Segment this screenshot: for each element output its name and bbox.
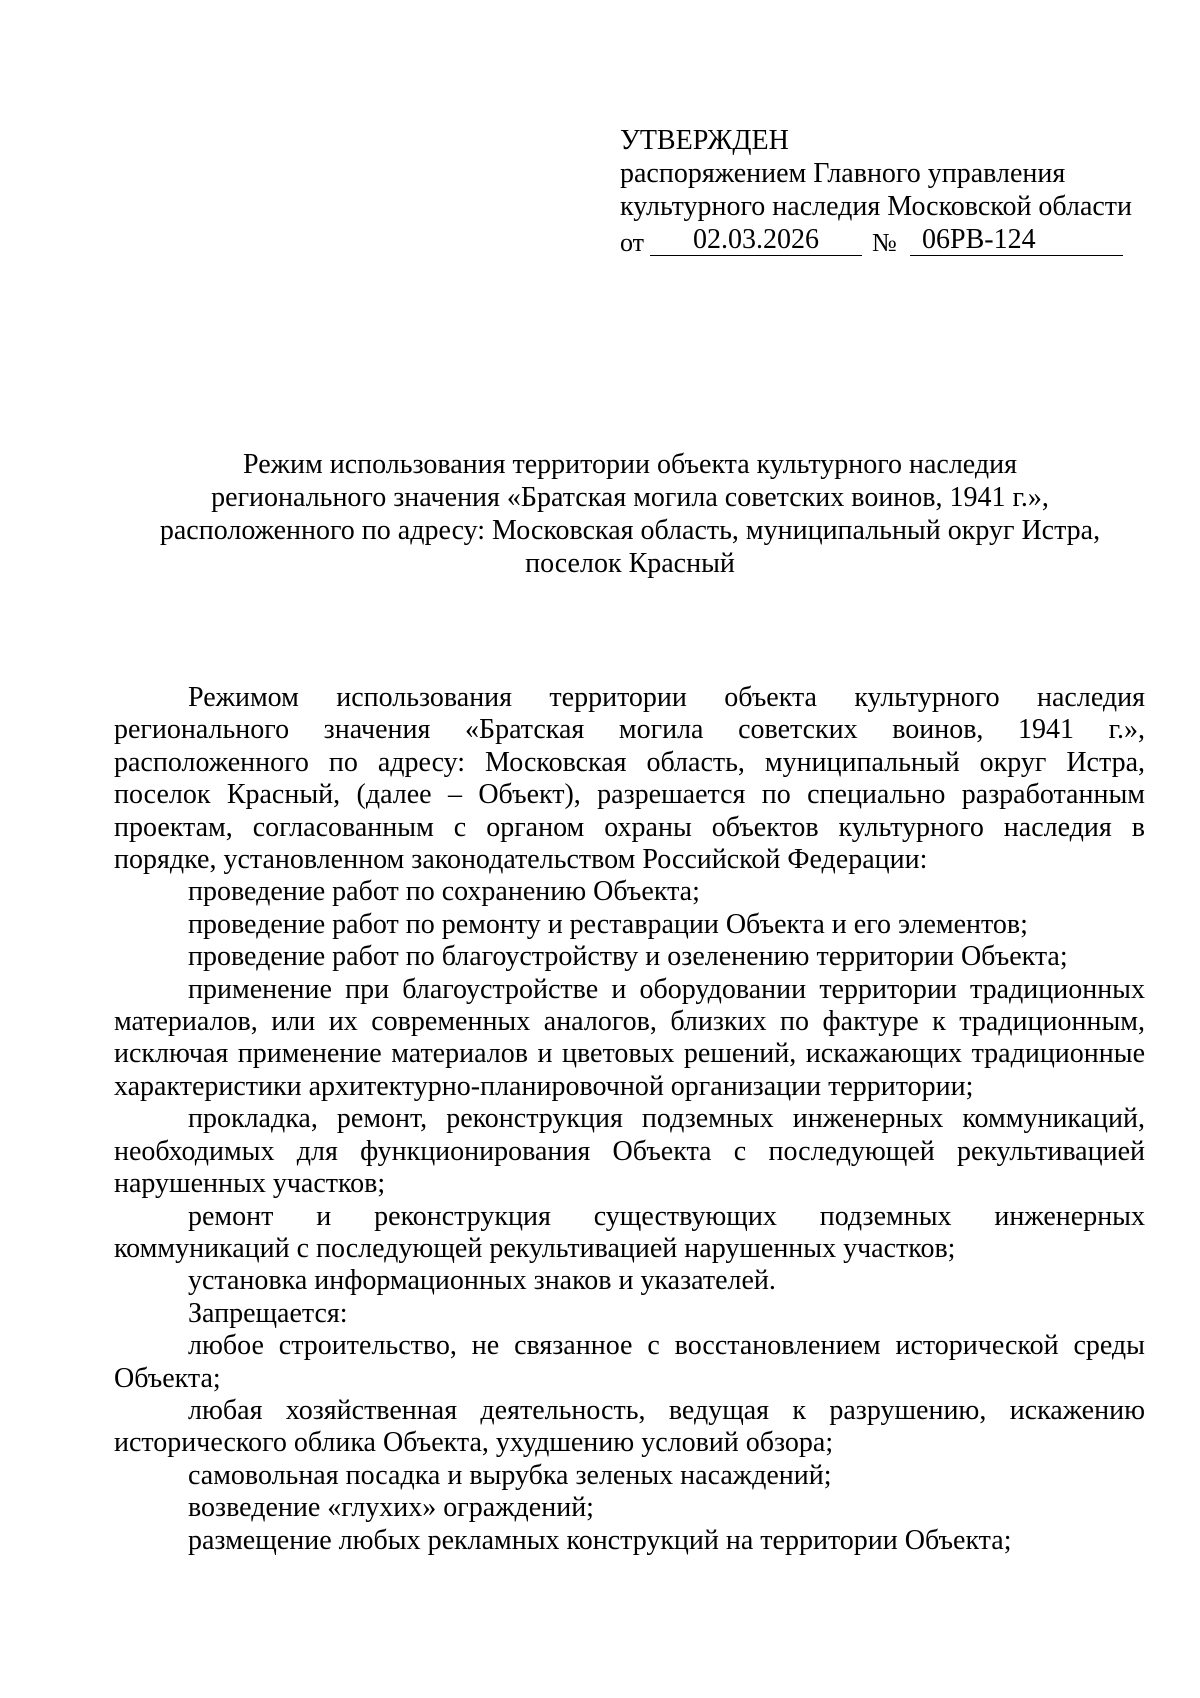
allowed-item: проведение работ по ремонту и реставрации Объекта и его элементов;	[188, 908, 1028, 940]
prohibited-item: любая хозяйственная деятельность, ведущая к разрушению, искажению исторического облика Объекта, ухудшению условий обзора;	[114, 1394, 1145, 1459]
approval-number-field	[910, 223, 1123, 256]
intro-paragraph: Режимом использования территории объекта культурного наследия регионального значения «Братская могила советских воинов, 1941 г.», расположенного по адресу: Московская область, муниципальный округ Истра, поселок Красный, (далее – Объект), разрешается по специально разработанным проектам, согласованным с органом охраны объектов культурного наследия в порядке, установленном законодательством Российской Федерации:	[114, 682, 1145, 876]
allowed-item: прокладка, ремонт, реконструкция подземных инженерных коммуникаций, необходимых для функционирования Объекта с последующей рекультивацией нарушенных участков;	[114, 1103, 1145, 1200]
approval-heading: УТВЕРЖДЕН	[620, 125, 789, 156]
prohibited-item: любое строительство, не связанное с восстановлением исторической среды Объекта;	[114, 1330, 1145, 1394]
approval-number: 06РВ-124	[922, 224, 1036, 255]
title-line-4: поселок Красный	[525, 548, 735, 579]
approval-number-label: №	[872, 228, 897, 257]
allowed-item: установка информационных знаков и указателей.	[188, 1265, 776, 1297]
approval-block	[620, 124, 1140, 256]
approval-line-2: культурного наследия Московской области	[620, 191, 1133, 222]
allowed-item: ремонт и реконструкция существующих подземных инженерных коммуникаций с последующей рекультивацией нарушенных участков;	[114, 1200, 1145, 1264]
document-body	[114, 682, 1145, 1557]
allowed-item: проведение работ по благоустройству и озеленению территории Объекта;	[188, 941, 1068, 973]
title-line-1: Режим использования территории объекта культурного наследия	[243, 449, 1017, 480]
prohibited-item: возведение «глухих» ограждений;	[188, 1492, 594, 1524]
prohibited-item: самовольная посадка и вырубка зеленых насаждений;	[188, 1459, 832, 1491]
prohibited-item: размещение любых рекламных конструкций на территории Объекта;	[188, 1524, 1012, 1556]
approval-date: 02.03.2026	[693, 224, 819, 255]
approval-date-field	[650, 223, 862, 256]
title-line-3: расположенного по адресу: Московская область, муниципальный округ Истра,	[159, 515, 1101, 546]
allowed-item: проведение работ по сохранению Объекта;	[188, 876, 700, 908]
document-title	[110, 448, 1150, 580]
prohibited-heading: Запрещается:	[188, 1297, 348, 1329]
approval-from-label: от	[620, 228, 645, 257]
approval-line-1: распоряжением Главного управления	[620, 158, 1066, 189]
title-line-2: регионального значения «Братская могила советских воинов, 1941 г.»,	[211, 482, 1049, 513]
allowed-item: применение при благоустройстве и оборудовании территории традиционных материалов, или их современных аналогов, близких по фактуре к традиционным, исключая применение материалов и цветовых решений, искажающих традиционные характеристики архитектурно-планировочной организации территории;	[114, 973, 1145, 1102]
approval-date-number-line	[620, 223, 1140, 256]
